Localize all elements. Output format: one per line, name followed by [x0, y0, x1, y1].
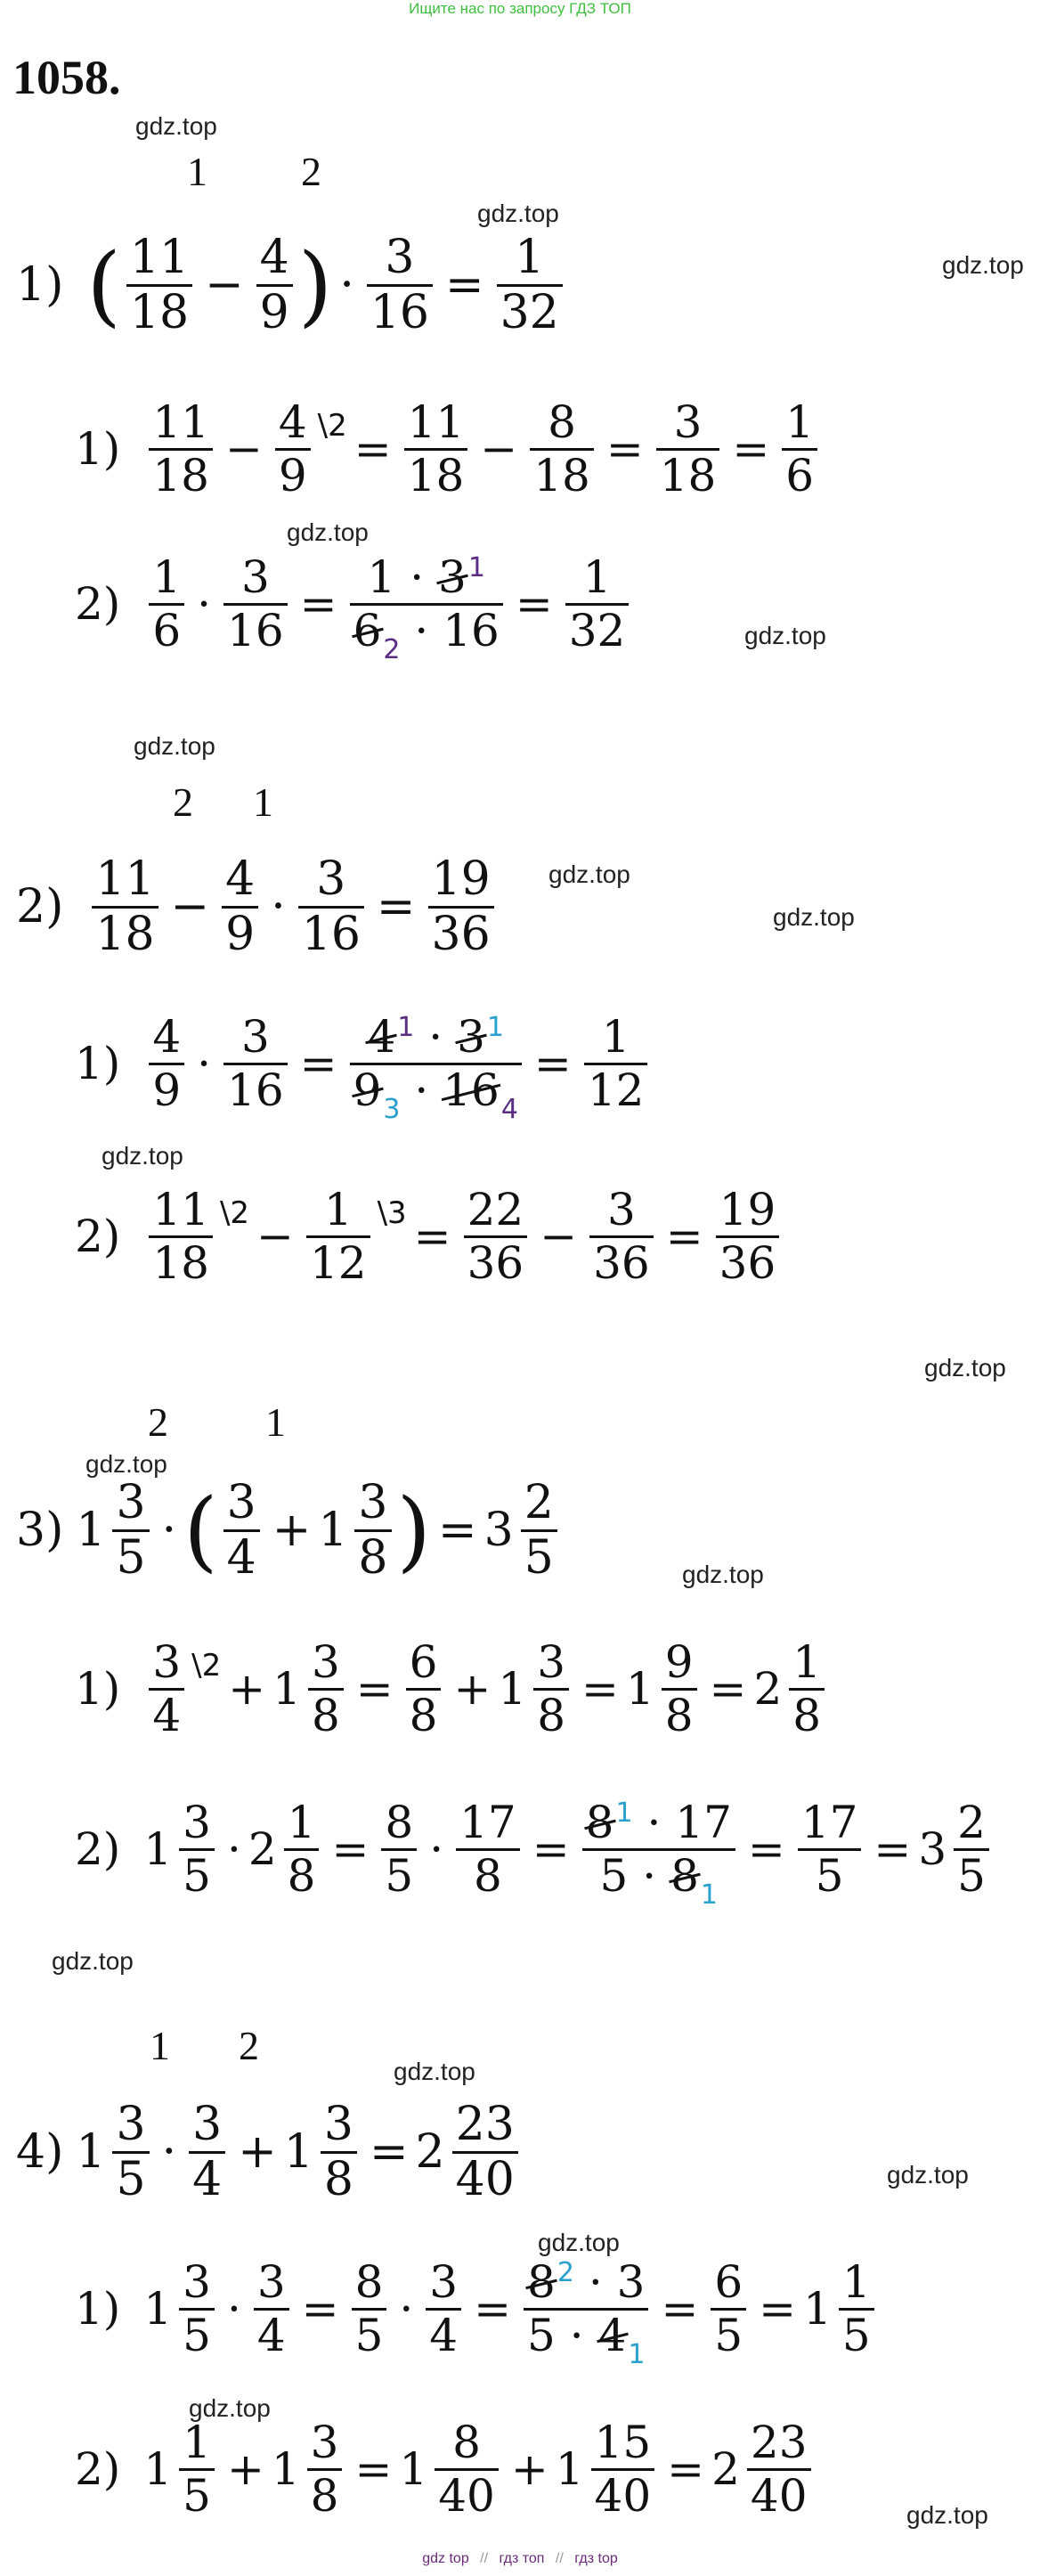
operation-order: 2: [173, 779, 193, 825]
expression-2: 2) $\frac{11}{18}$ − $\frac{4}{9}$ · $\frac{3}{16}$ = $\frac{19}{36}$: [16, 855, 500, 958]
step-4-1: 1) 1 $\frac{3}{5}$ · $\frac{3}{4}$ = $\frac{8}{5}$ · $\frac{3}{4}$ = $\frac{8^2 \cdot 3}{5 \cdot 4_1}$ = $\frac{6}{5}$ = 1 $\frac{1}{5}$: [75, 2259, 880, 2359]
step-4-2: 2) 1 $\frac{1}{5}$ + 1 $\frac{3}{8}$ = 1 $\frac{8}{40}$ + 1 $\frac{15}{40}$ = 2 $\frac{23}{40}$: [75, 2419, 817, 2519]
step-3-2: 2) 1 $\frac{3}{5}$ · 2 $\frac{1}{8}$ = $\frac{8}{5}$ · $\frac{17}{8}$ = $\frac{8^1 \cdot 17}{5 \cdot 8_1}$ = $\frac{17}{5}$ = 3 $\frac{2}{5}$: [75, 1799, 995, 1899]
paren: ): [297, 233, 333, 337]
watermark: gdz.top: [682, 1561, 764, 1588]
watermark: gdz.top: [52, 1947, 134, 1975]
operation-order: 1: [187, 149, 207, 194]
watermark: gdz.top: [887, 2161, 969, 2189]
watermark: gdz.top: [287, 518, 369, 546]
watermark: gdz.top: [906, 2501, 988, 2529]
watermark: gdz.top: [773, 903, 855, 931]
watermark: gdz.top: [548, 860, 630, 888]
watermark: gdz.top: [744, 622, 826, 649]
paren: (: [86, 233, 121, 337]
step-1-2: 2) $\frac{1}{6}$ · $\frac{3}{16}$ = $\frac{1 \cdot 3^1}{6_2 \cdot 16}$ = $\frac{1}{32}$: [75, 554, 634, 654]
search-hint-link[interactable]: Ищите нас по запросу ГДЗ ТОП: [409, 0, 631, 17]
footer-links: [0, 2551, 1040, 2567]
watermark: gdz.top: [477, 200, 559, 227]
expression-4: 4) 1 $\frac{3}{5}$ · $\frac{3}{4}$ + 1 $\frac{3}{8}$ = 2 $\frac{23}{40}$: [16, 2100, 524, 2204]
watermark: gdz.top: [394, 2058, 475, 2085]
operation-order: 1: [265, 1399, 286, 1445]
operation-order: 2: [239, 2023, 259, 2068]
step-2-2: 2) $\frac{11}{18}$ \2 − $\frac{1}{12}$ \3 = $\frac{22}{36}$ − $\frac{3}{36}$ = $\frac{19}{36}$: [75, 1186, 784, 1286]
operation-order: 1: [150, 2023, 170, 2068]
step-3-1: 1) $\frac{3}{4}$ \2 + 1 $\frac{3}{8}$ = $\frac{6}{8}$ + 1 $\frac{3}{8}$ = 1 $\frac{9}{8}$ = 2 $\frac{1}{8}$: [75, 1639, 830, 1739]
watermark: gdz.top: [942, 251, 1024, 279]
watermark: gdz.top: [102, 1142, 183, 1170]
step-1-1: 1) $\frac{11}{18}$ − $\frac{4}{9}$ \2 = $\frac{11}{18}$ − $\frac{8}{18}$ = $\frac{3}{18}$ = $\frac{1}{6}$: [75, 399, 823, 499]
fraction: $\frac{3}{16}$: [367, 233, 433, 337]
fraction: $\frac{11}{18}$: [126, 233, 192, 337]
operation-order: 2: [148, 1399, 168, 1445]
operation-order: 1: [253, 779, 273, 825]
watermark: gdz.top: [85, 1450, 167, 1478]
item-label: 1): [16, 258, 64, 313]
watermark: gdz.top: [189, 2394, 271, 2422]
watermark: gdz.top: [924, 1354, 1006, 1382]
expression-1: 1) ( $\frac{11}{18}$ − $\frac{4}{9}$ ) · $\frac{3}{16}$ = $\frac{1}{32}$: [16, 233, 568, 337]
multiplier-mark: \2: [317, 408, 347, 444]
watermark: gdz.top: [135, 112, 217, 140]
footer-separator: //: [555, 2551, 564, 2566]
footer-link[interactable]: гдз top: [574, 2551, 618, 2566]
footer-link[interactable]: гдз топ: [499, 2551, 545, 2566]
fraction: $\frac{1}{32}$: [497, 233, 563, 337]
watermark: gdz.top: [538, 2229, 620, 2256]
fraction: $\frac{4}{9}$: [256, 233, 293, 337]
watermark: gdz.top: [134, 732, 215, 760]
footer-link[interactable]: gdz top: [422, 2551, 469, 2566]
step-2-1: 1) $\frac{4}{9}$ · $\frac{3}{16}$ = $\frac{4^1 \cdot 3^1}{9_3 \cdot 16_4}$ = $\frac{1}{12}$: [75, 1014, 653, 1113]
problem-number: 1058.: [12, 51, 121, 104]
expression-3: 3) 1 $\frac{3}{5}$ · ( $\frac{3}{4}$ + 1 $\frac{3}{8}$ ) = 3 $\frac{2}{5}$: [16, 1479, 563, 1582]
footer-separator: //: [480, 2551, 489, 2566]
operation-order: 2: [301, 149, 321, 194]
